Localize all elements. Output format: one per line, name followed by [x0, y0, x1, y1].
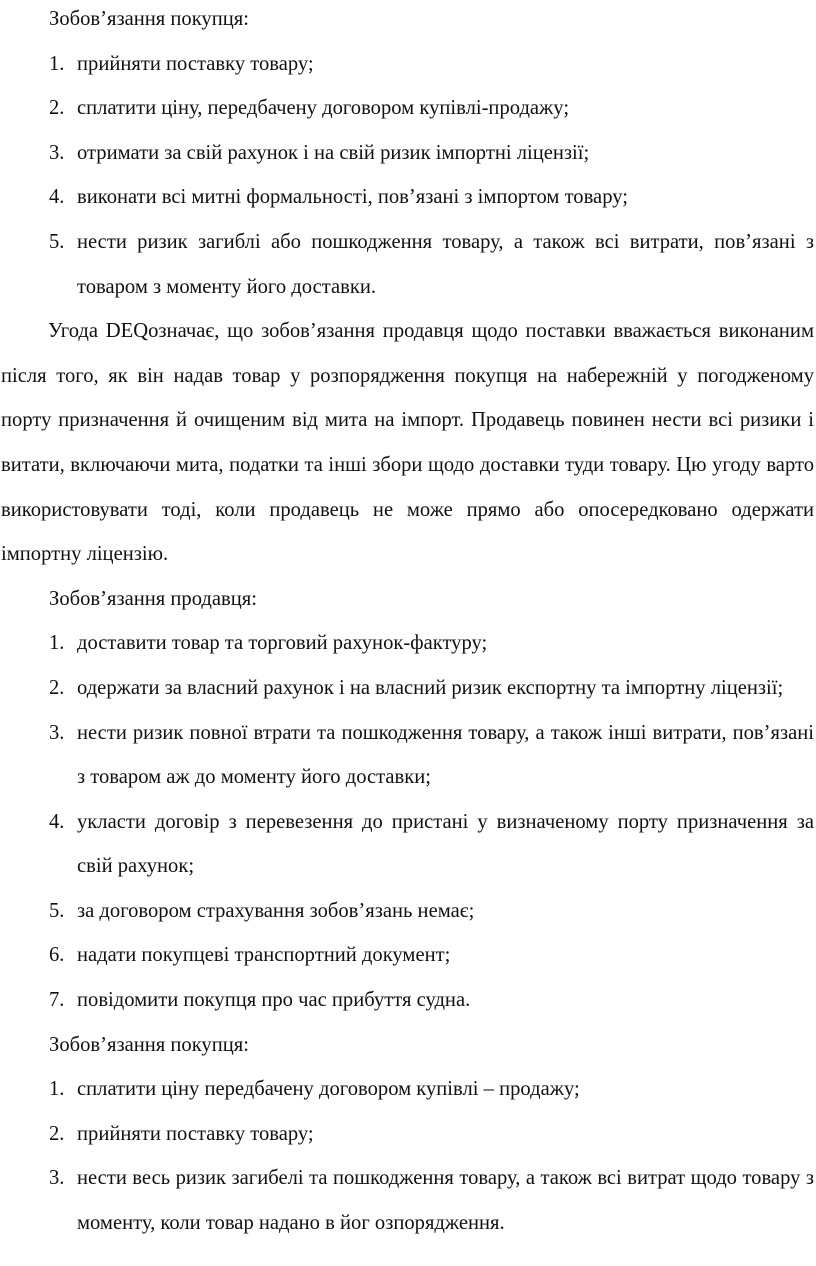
list-item-text: сплатити ціну передбачену договором купівлі – продажу; — [77, 1078, 580, 1101]
list-item-text: нести ризик загиблі або пошкодження товару, а також всі витрати, пов’язані з товаром з моменту його доставки. — [77, 230, 814, 298]
list-item-number: 5. — [49, 899, 65, 922]
list-item — [1, 131, 814, 176]
list-item-number: 6. — [49, 944, 65, 967]
seller-obligations-list — [1, 621, 814, 1022]
list-item-number: 1. — [49, 632, 65, 655]
list-item — [1, 175, 814, 220]
list-item-number: 5. — [49, 230, 65, 253]
list-item-number: 4. — [49, 810, 65, 833]
list-item — [1, 42, 814, 87]
list-item-number: 3. — [49, 1167, 65, 1190]
list-item-text: нести весь ризик загибелі та пошкодження товару, а також всі витрат щодо товару з моменту, коли товар надано в йог озпорядження. — [77, 1167, 814, 1235]
list-item — [1, 800, 814, 889]
list-item-text: укласти договір з перевезення до пристані у визначеному порту призначення за свій рахунок; — [77, 810, 814, 878]
list-item-number: 2. — [49, 676, 65, 699]
list-item-number: 3. — [49, 721, 65, 744]
buyer-obligations-list-2 — [1, 1067, 814, 1245]
buyer-obligations-list — [1, 42, 814, 310]
list-item-text: доставити товар та торговий рахунок-фактуру; — [77, 632, 488, 655]
list-item-number: 3. — [49, 141, 65, 164]
deq-description-paragraph: Угода DEQозначає, що зобов’язання продавця щодо поставки вважається виконаним після того, як він надав товар у розпорядження покупця на набережній у погодженому порту призначення й очищеним від мита на імпорт. Продавець повинен нести всі ризики і витати, включаючи мита, податки та інші збори щодо доставки туди товару. Цю угоду варто використовувати тоді, коли продавець не може прямо або опосередковано одержати імпортну ліцензію. — [1, 320, 814, 566]
list-item-number: 4. — [49, 186, 65, 209]
list-item — [1, 1156, 814, 1245]
list-item-text: виконати всі митні формальності, пов’язані з імпортом товару; — [77, 186, 628, 209]
list-item-number: 2. — [49, 97, 65, 120]
list-item — [1, 1112, 814, 1157]
list-item-text: нести ризик повної втрати та пошкодження товару, а також інші витрати, пов’язані з товаром аж до моменту його доставки; — [77, 721, 814, 789]
list-item — [1, 666, 814, 711]
list-item — [1, 1067, 814, 1112]
section-heading-seller-obligations: Зобов’язання продавця: — [49, 587, 257, 610]
list-item-text: за договором страхування зобов’язань немає; — [77, 899, 475, 922]
section-heading-buyer-obligations-2: Зобов’язання покупця: — [49, 1033, 249, 1056]
list-item-text: отримати за свій рахунок і на свій ризик імпортні ліцензії; — [77, 141, 590, 164]
list-item-text: повідомити покупця про час прибуття судна. — [77, 989, 471, 1012]
list-item-number: 2. — [49, 1122, 65, 1145]
list-item — [1, 889, 814, 934]
list-item — [1, 621, 814, 666]
list-item-text: надати покупцеві транспортний документ; — [77, 944, 451, 967]
list-item-number: 1. — [49, 52, 65, 75]
list-item — [1, 933, 814, 978]
list-item — [1, 86, 814, 131]
list-item-text: сплатити ціну, передбачену договором купівлі-продажу; — [77, 97, 570, 120]
section-heading-buyer-obligations: Зобов’язання покупця: — [49, 8, 249, 30]
list-item-number: 7. — [49, 989, 65, 1012]
list-item-text: прийняти поставку товару; — [77, 1122, 314, 1145]
list-item — [1, 978, 814, 1023]
list-item — [1, 711, 814, 800]
list-item-number: 1. — [49, 1078, 65, 1101]
list-item-text: одержати за власний рахунок і на власний ризик експортну та імпортну ліцензії; — [77, 676, 784, 699]
list-item-text: прийняти поставку товару; — [77, 52, 314, 75]
list-item — [1, 220, 814, 309]
